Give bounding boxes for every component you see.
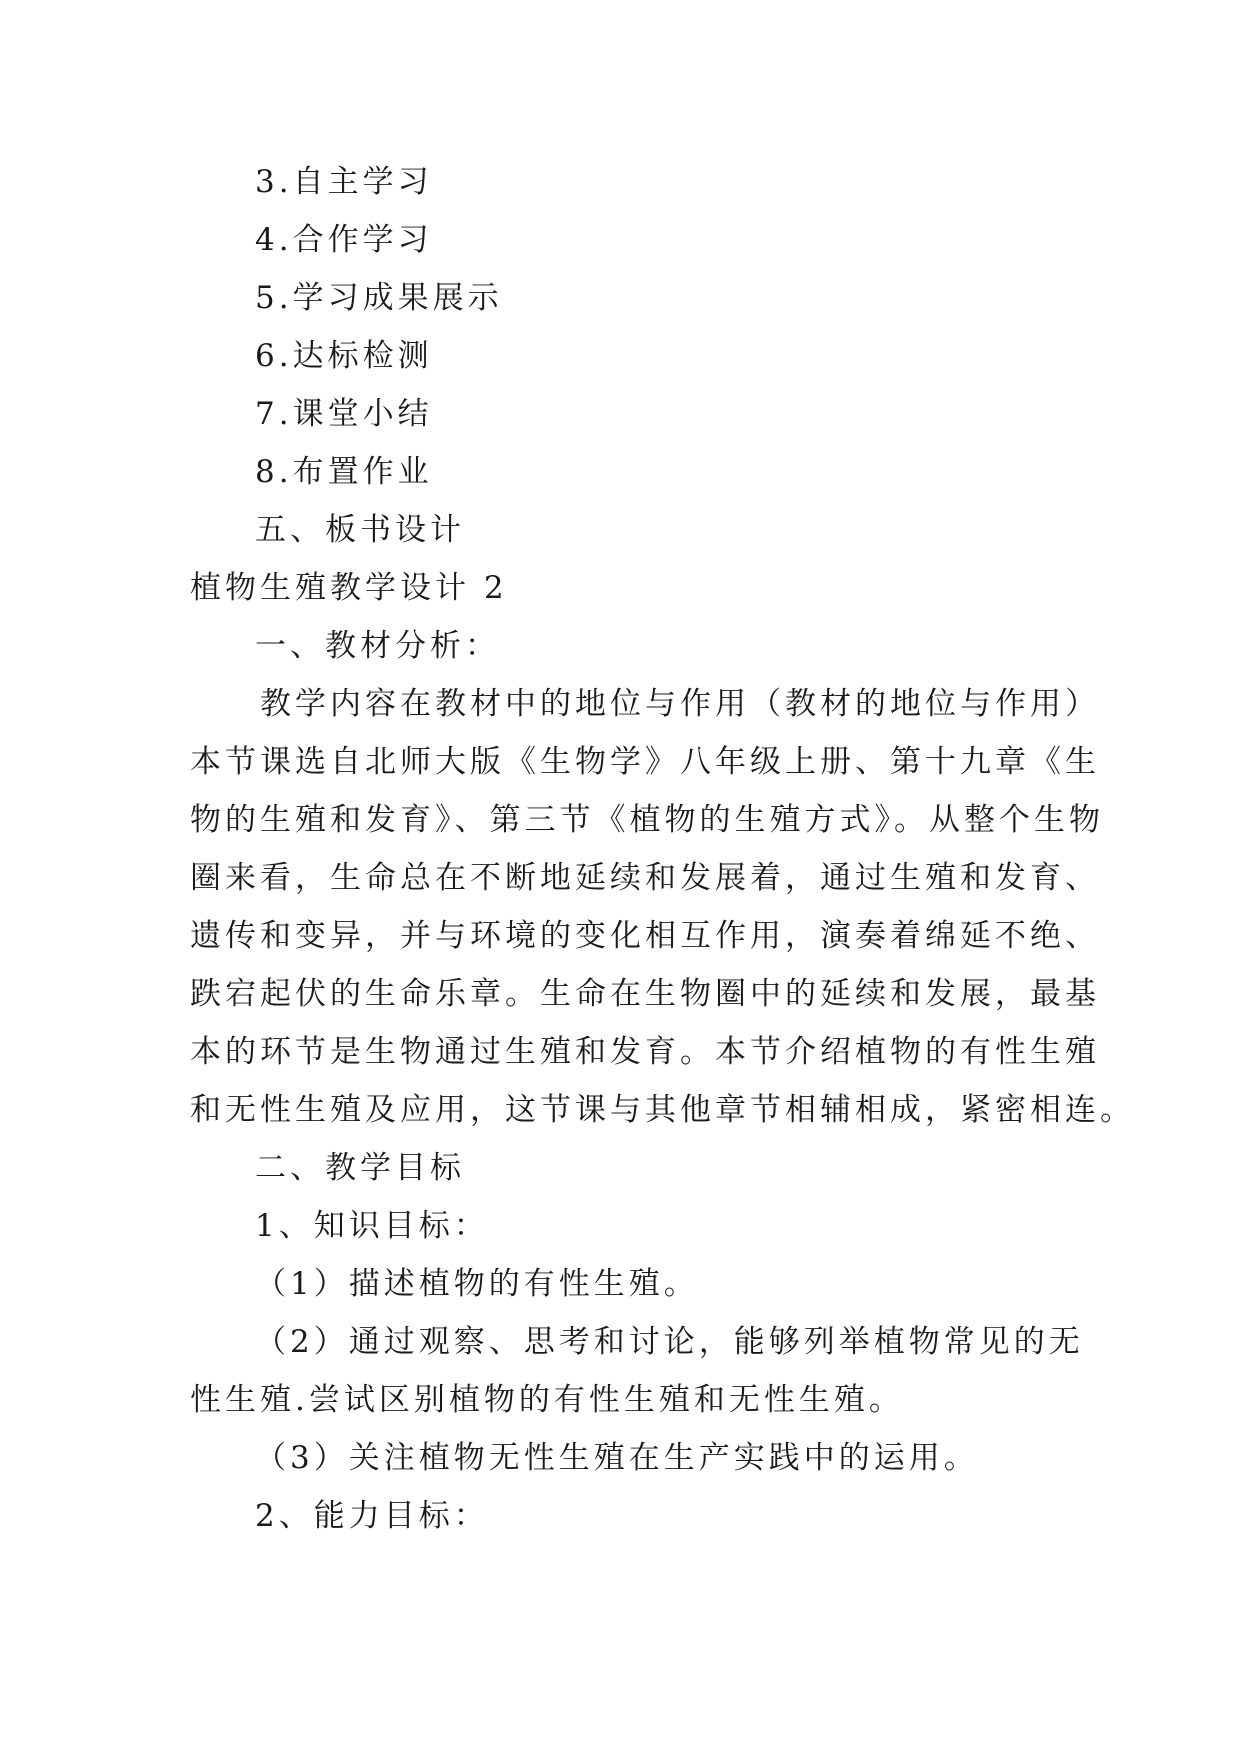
list-item-assessment: 6.达标检测 [255, 338, 433, 374]
paragraph-line: 跌宕起伏的生命乐章。生命在生物圈中的延续和发展，最基 [190, 976, 1100, 1012]
list-item-cooperative-study: 4.合作学习 [255, 222, 433, 258]
goal-item-1: （1）描述植物的有性生殖。 [255, 1266, 699, 1302]
goal-item-2-line: （2）通过观察、思考和讨论，能够列举植物常见的无 [255, 1324, 1084, 1360]
paragraph-line: 和无性生殖及应用，这节课与其他章节相辅相成，紧密相连。 [190, 1092, 1135, 1128]
goal-item-3: （3）关注植物无性生殖在生产实践中的运用。 [255, 1440, 979, 1476]
section-five-heading: 五、板书设计 [255, 512, 465, 548]
section-two-heading: 二、教学目标 [255, 1150, 465, 1186]
paragraph-line: 本节课选自北师大版《生物学》八年级上册、第十九章《生 [190, 744, 1100, 780]
knowledge-goal-heading: 1、知识目标： [255, 1208, 489, 1244]
list-item-homework: 8.布置作业 [255, 454, 433, 490]
section-one-heading: 一、教材分析： [255, 628, 500, 664]
paragraph-line: 遗传和变异，并与环境的变化相互作用，演奏着绵延不绝、 [190, 918, 1100, 954]
list-item-results-display: 5.学习成果展示 [255, 280, 503, 316]
list-item-self-study: 3.自主学习 [255, 164, 433, 200]
document-title: 植物生殖教学设计 2 [190, 570, 508, 606]
list-item-summary: 7.课堂小结 [255, 396, 433, 432]
ability-goal-heading: 2、能力目标： [255, 1498, 489, 1534]
paragraph-line: 教学内容在教材中的地位与作用（教材的地位与作用） [260, 686, 1100, 722]
paragraph-line: 物的生殖和发育》、第三节《植物的生殖方式》。从整个生物 [190, 802, 1104, 838]
paragraph-line: 圈来看，生命总在不断地延续和发展着，通过生殖和发育、 [190, 860, 1100, 896]
paragraph-line: 本的环节是生物通过生殖和发育。本节介绍植物的有性生殖 [190, 1034, 1100, 1070]
goal-item-2-line: 性生殖.尝试区别植物的有性生殖和无性生殖。 [190, 1382, 904, 1418]
